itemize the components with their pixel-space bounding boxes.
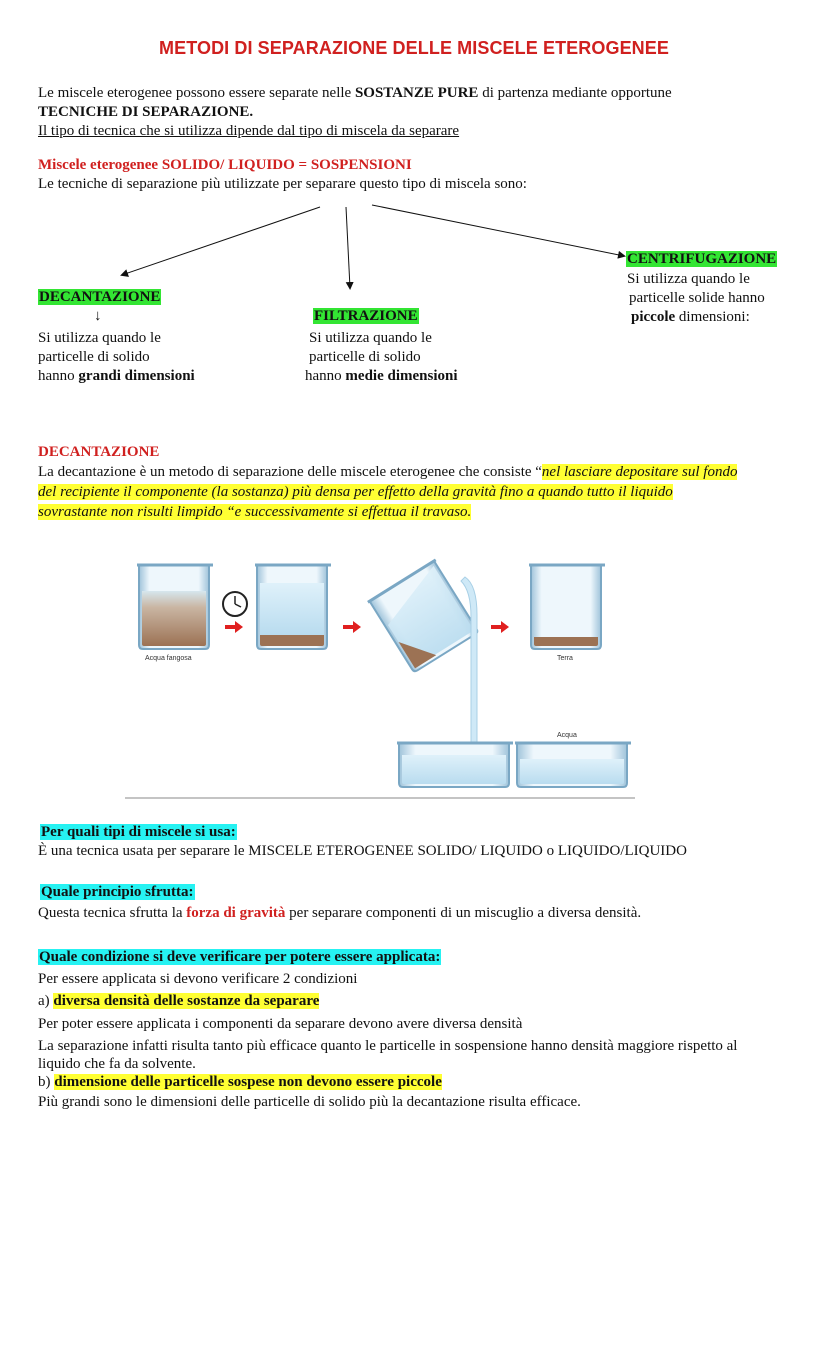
- decantazione-desc-3b: grandi dimensioni: [78, 368, 195, 384]
- condition-b-text: dimensione delle particelle sospese non devono essere piccole: [54, 1074, 442, 1090]
- arrow-to-centrifugazione: [372, 205, 624, 256]
- intro-line-3: Il tipo di tecnica che si utilizza dipende dal tipo di miscela da separare: [38, 123, 460, 139]
- filtrazione-desc-3: [305, 367, 458, 385]
- intro-text: Le miscele eterogenee possono essere separate nelle: [38, 85, 355, 101]
- decantazione-label: DECANTAZIONE: [39, 289, 161, 305]
- centrifugazione-label: CENTRIFUGAZIONE: [627, 251, 777, 267]
- decantazione-desc-1: Si utilizza quando le: [38, 330, 161, 346]
- decantazione-down-arrow: ↓: [94, 308, 102, 324]
- decantazione-para-1: [38, 463, 737, 481]
- condition-a-text: diversa densità delle sostanze da separare: [53, 993, 320, 1009]
- pouring-stream: [461, 577, 477, 743]
- technique-filtrazione: [313, 307, 419, 325]
- filtrazione-label: FILTRAZIONE: [314, 308, 418, 324]
- condition-a-prefix: a): [38, 993, 54, 1009]
- page-title: METODI DI SEPARAZIONE DELLE MISCELE ETEROGENEE: [159, 38, 669, 58]
- centrifugazione-desc-2: particelle solide hanno: [629, 290, 765, 306]
- answer-3-line-4: La separazione infatti risulta tanto più efficace quanto le particelle in sospensione hanno densità maggiore rispetto al: [38, 1038, 738, 1054]
- decantazione-quote-3: sovrastante non risulti limpido: [38, 504, 227, 520]
- question-3: [38, 948, 441, 966]
- question-1: [40, 823, 237, 841]
- intro-line-2: TECNICHE DI SEPARAZIONE.: [38, 104, 254, 120]
- decantazione-desc-3a: hanno: [38, 368, 79, 384]
- filtrazione-desc-1: Si utilizza quando le: [309, 330, 432, 346]
- answer-3-line-5: liquido che fa da solvente.: [38, 1056, 196, 1072]
- intro-bold: SOSTANZE PURE: [354, 85, 479, 101]
- question-3-text: Quale condizione si deve verificare per potere essere applicata:: [39, 949, 441, 965]
- beaker-muddy-water: [137, 565, 213, 649]
- decantazione-desc-2: particelle di solido: [38, 349, 150, 365]
- arrow-to-decantazione: [122, 207, 320, 275]
- filtrazione-desc-3b: medie dimensioni: [345, 368, 458, 384]
- beaker-pouring: [368, 560, 480, 674]
- decantazione-quote-1: nel lasciare depositare sul fondo: [541, 464, 738, 480]
- decantazione-para-2: [38, 483, 673, 501]
- centrifugazione-desc-3a: piccole: [631, 309, 676, 325]
- intro-line-1: [38, 84, 672, 102]
- basin-receiving: [397, 743, 513, 787]
- question-1-text: Per quali tipi di miscele si usa:: [41, 824, 236, 840]
- decantazione-quote-2: del recipiente il componente (la sostanza) più densa per effetto della gravità fino a quando tutto il liquido: [38, 484, 673, 500]
- decantazione-para-text: La decantazione è un metodo di separazione delle miscele eterogenee che consiste “: [38, 464, 542, 480]
- answer-2-c: per separare componenti di un miscuglio a diversa densità.: [285, 905, 642, 921]
- beaker-settled: [255, 565, 331, 649]
- decantazione-quote-3b: “e successivamente si effettua il travaso.: [226, 504, 472, 520]
- arrow-to-filtrazione: [346, 207, 350, 288]
- decantazione-desc-3: [38, 367, 195, 385]
- condition-b: [38, 1073, 442, 1091]
- question-2: [40, 883, 195, 901]
- centrifugazione-desc-3: [631, 308, 750, 326]
- answer-3-line-7: Più grandi sono le dimensioni delle particelle di solido più la decantazione risulta efficace.: [38, 1094, 581, 1110]
- suspensions-heading: Miscele eterogenee SOLIDO/ LIQUIDO = SOSPENSIONI: [38, 157, 412, 173]
- suspensions-text: Le tecniche di separazione più utilizzate per separare questo tipo di miscela sono:: [38, 176, 527, 192]
- technique-centrifugazione: [626, 250, 777, 268]
- filtrazione-desc-2: particelle di solido: [309, 349, 421, 365]
- technique-decantazione: [38, 288, 161, 306]
- answer-2-highlight: forza di gravità: [186, 905, 286, 921]
- answer-2-a: Questa tecnica sfrutta la: [38, 905, 187, 921]
- step-arrow-2-icon: [343, 621, 361, 633]
- clock-icon: [223, 592, 247, 616]
- step-arrow-3-icon: [491, 621, 509, 633]
- condition-a: [38, 992, 319, 1010]
- beaker-earth: [529, 565, 605, 649]
- answer-2: [38, 904, 641, 922]
- step-arrow-1-icon: [225, 621, 243, 633]
- question-2-text: Quale principio sfrutta:: [41, 884, 194, 900]
- label-earth: Terra: [557, 655, 573, 662]
- label-water: Acqua: [557, 732, 577, 739]
- filtrazione-desc-3a: hanno: [305, 368, 346, 384]
- condition-b-prefix: b): [38, 1074, 55, 1090]
- centrifugazione-desc-3b: dimensioni:: [675, 309, 750, 325]
- centrifugazione-desc-1: Si utilizza quando le: [627, 271, 750, 287]
- decantazione-heading: DECANTAZIONE: [38, 444, 160, 460]
- decantazione-para-3: [38, 503, 471, 521]
- decantation-figure: [125, 555, 645, 805]
- answer-3-line-1: Per essere applicata si devono verificare 2 condizioni: [38, 971, 358, 987]
- answer-1: È una tecnica usata per separare le MISCELE ETEROGENEE SOLIDO/ LIQUIDO o LIQUIDO/LIQUIDO: [38, 843, 687, 859]
- technique-arrows: [100, 195, 640, 295]
- basin-clear-water: [515, 743, 631, 787]
- intro-text-end: di partenza mediante opportune: [478, 85, 672, 101]
- answer-3-line-3: Per poter essere applicata i componenti da separare devono avere diversa densità: [38, 1016, 523, 1032]
- label-muddy-water: Acqua fangosa: [145, 655, 192, 662]
